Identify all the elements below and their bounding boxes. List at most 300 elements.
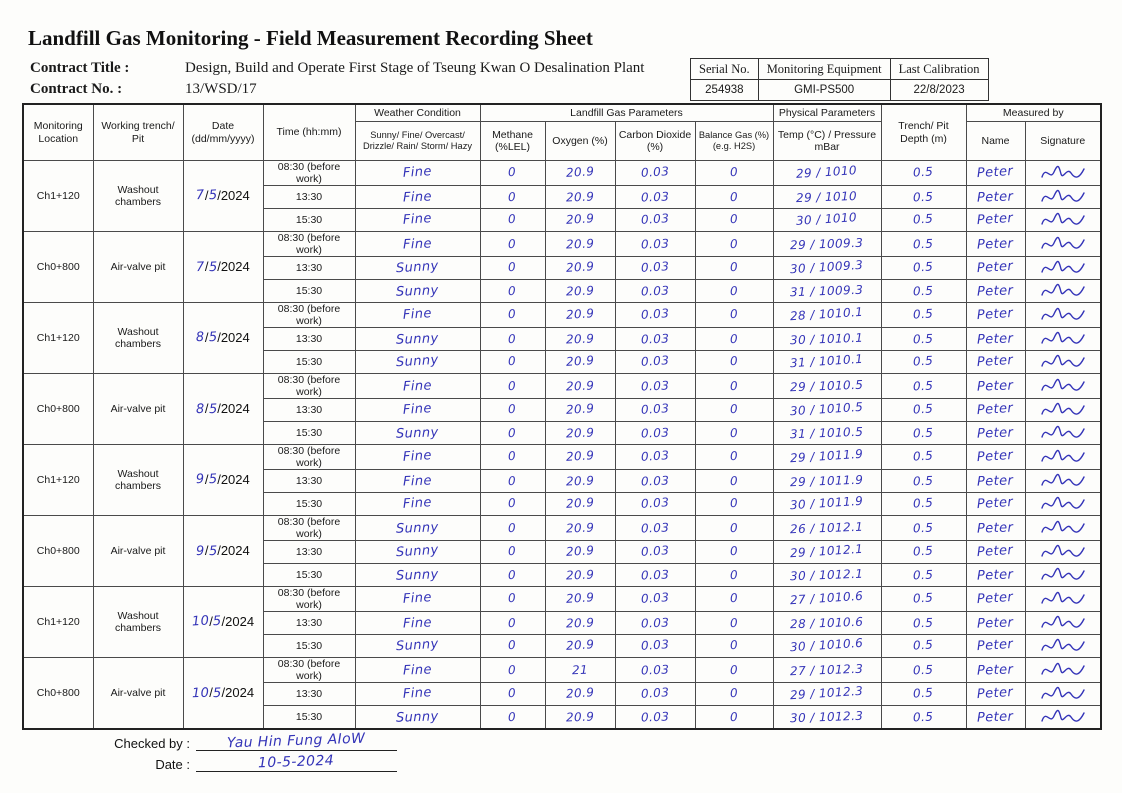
handwritten-value: 30 / 1010 — [796, 210, 858, 228]
handwritten-value: 0 — [508, 709, 517, 725]
cell-time: 08:30 (before work) — [263, 516, 355, 541]
cell-location: Ch0+800 — [23, 374, 93, 445]
cell-time: 13:30 — [263, 612, 355, 635]
handwritten-value: 0.03 — [640, 590, 670, 606]
cell-signature — [1025, 186, 1101, 209]
handwritten-value: 27 / 1012.3 — [790, 661, 864, 679]
cell-weather — [355, 161, 480, 186]
signature-scribble — [1040, 472, 1086, 490]
page-title: Landfill Gas Monitoring - Field Measurement Recording Sheet — [28, 26, 593, 50]
cell-signature — [1025, 587, 1101, 612]
equipment-table — [690, 58, 989, 101]
handwritten-value: 0.5 — [912, 164, 934, 180]
cell-methane — [480, 374, 545, 399]
header-signature: Signature — [1025, 122, 1101, 161]
cell-weather — [355, 374, 480, 399]
cell-signature — [1025, 541, 1101, 564]
handwritten-value: 0.5 — [912, 448, 934, 464]
cell-signature — [1025, 303, 1101, 328]
cell-co2 — [615, 232, 695, 257]
handwritten-value: 0 — [729, 189, 739, 205]
handwritten-value: 9 — [195, 471, 206, 488]
cell-signature — [1025, 351, 1101, 374]
signature-scribble — [1040, 448, 1086, 466]
cell-balance — [695, 658, 773, 683]
handwritten-value: 0 — [508, 283, 517, 299]
cell-depth — [881, 186, 966, 209]
handwritten-value: 20.9 — [565, 378, 595, 394]
cell-co2 — [615, 706, 695, 730]
handwritten-value: 0 — [729, 709, 739, 725]
cell-temp-pressure — [773, 280, 881, 303]
handwritten-value: 0 — [729, 283, 739, 299]
handwritten-value: 0.03 — [640, 495, 670, 511]
cell-name — [966, 399, 1025, 422]
cell-name — [966, 186, 1025, 209]
handwritten-value: 0.5 — [912, 685, 934, 701]
cell-time: 13:30 — [263, 470, 355, 493]
handwritten-value: 20.9 — [565, 709, 595, 725]
signature-scribble — [1040, 330, 1086, 348]
cell-weather — [355, 186, 480, 209]
cell-time: 15:30 — [263, 280, 355, 303]
cell-time: 08:30 (before work) — [263, 232, 355, 257]
handwritten-value: Sunny — [395, 330, 440, 348]
handwritten-value: 0.5 — [913, 378, 934, 394]
signature-scribble — [1040, 377, 1086, 395]
cell-weather — [355, 612, 480, 635]
cell-weather — [355, 564, 480, 587]
cell-date: 8/5/2024 — [183, 303, 263, 374]
cell-time: 08:30 (before work) — [263, 303, 355, 328]
cell-balance — [695, 516, 773, 541]
handwritten-value: 0.5 — [913, 709, 934, 725]
handwritten-value: 20.9 — [565, 520, 595, 536]
cell-trench: Washout chambers — [93, 587, 183, 658]
cell-balance — [695, 161, 773, 186]
cell-weather — [355, 422, 480, 445]
table-row — [23, 232, 1101, 257]
handwritten-value: Peter — [976, 163, 1015, 181]
cell-depth — [881, 706, 966, 730]
handwritten-value: 0 — [507, 211, 517, 227]
handwritten-value: 0 — [508, 331, 517, 347]
cell-name — [966, 587, 1025, 612]
cell-oxygen — [545, 209, 615, 232]
cell-methane — [480, 280, 545, 303]
cell-time: 13:30 — [263, 541, 355, 564]
handwritten-value: 29 / 1010 — [796, 188, 858, 206]
handwritten-value: Peter — [977, 424, 1014, 442]
cell-location: Ch0+800 — [23, 516, 93, 587]
cell-balance — [695, 374, 773, 399]
cell-signature — [1025, 374, 1101, 399]
equipment-header-equipment: Monitoring Equipment — [758, 59, 890, 80]
handwritten-value: 7 — [195, 259, 206, 276]
handwritten-value: 0.5 — [912, 637, 934, 653]
handwritten-value: 9 — [195, 543, 206, 560]
handwritten-value: 20.9 — [565, 615, 595, 631]
cell-balance — [695, 422, 773, 445]
cell-weather — [355, 209, 480, 232]
handwritten-value: 26 / 1012.1 — [790, 519, 864, 537]
handwritten-value: 5 — [208, 471, 218, 488]
handwritten-value: 0 — [507, 543, 517, 559]
cell-time: 08:30 (before work) — [263, 374, 355, 399]
cell-name — [966, 612, 1025, 635]
cell-co2 — [615, 186, 695, 209]
handwritten-value: 30 / 1010.5 — [789, 399, 864, 419]
handwritten-value: 28 / 1010.6 — [790, 614, 864, 632]
signature-scribble — [1040, 495, 1086, 513]
cell-time: 13:30 — [263, 683, 355, 706]
signature-scribble — [1040, 353, 1086, 371]
cell-trench: Air-valve pit — [93, 374, 183, 445]
handwritten-value: 0.5 — [912, 590, 934, 606]
cell-co2 — [615, 658, 695, 683]
handwritten-value: 20.9 — [565, 164, 595, 180]
cell-depth — [881, 658, 966, 683]
header-temp-pressure: Temp (°C) / Pressure mBar — [773, 122, 881, 161]
cell-name — [966, 683, 1025, 706]
handwritten-value: Sunny — [395, 282, 440, 300]
cell-weather — [355, 658, 480, 683]
cell-weather — [355, 470, 480, 493]
cell-temp-pressure — [773, 232, 881, 257]
handwritten-value: 0.5 — [913, 425, 934, 441]
handwritten-value: 0.03 — [640, 425, 670, 441]
cell-depth — [881, 303, 966, 328]
signature-scribble — [1040, 306, 1086, 324]
date-label: Date : — [155, 757, 190, 772]
handwritten-value: 30 / 1011.9 — [789, 493, 864, 513]
handwritten-value: 0.03 — [640, 448, 670, 464]
handwritten-value: 0 — [507, 448, 517, 464]
cell-methane — [480, 516, 545, 541]
cell-trench: Washout chambers — [93, 303, 183, 374]
handwritten-value: 0.03 — [640, 189, 670, 205]
signature-scribble — [1040, 661, 1086, 679]
handwritten-value: 0 — [729, 473, 739, 489]
handwritten-value: 8 — [195, 401, 206, 418]
cell-balance — [695, 587, 773, 612]
cell-co2 — [615, 328, 695, 351]
table-row — [23, 516, 1101, 541]
cell-weather — [355, 445, 480, 470]
signature-scribble — [1040, 590, 1086, 608]
handwritten-value: Sunny — [395, 519, 440, 537]
signature-scribble — [1040, 637, 1086, 655]
handwritten-value: Sunny — [395, 424, 440, 442]
cell-co2 — [615, 303, 695, 328]
cell-oxygen — [545, 232, 615, 257]
cell-balance — [695, 706, 773, 730]
handwritten-value: 20.9 — [565, 331, 595, 347]
handwritten-value: Fine — [402, 684, 433, 702]
handwritten-value: 0 — [507, 637, 517, 653]
handwritten-value: Peter — [977, 708, 1014, 726]
handwritten-value: Sunny — [395, 636, 440, 654]
cell-temp-pressure — [773, 351, 881, 374]
handwritten-value: 20.9 — [565, 211, 595, 227]
cell-name — [966, 303, 1025, 328]
cell-depth — [881, 280, 966, 303]
handwritten-value: 20.9 — [565, 283, 595, 299]
cell-name — [966, 635, 1025, 658]
handwritten-value: Peter — [977, 330, 1014, 348]
checked-by-value: Yau Hin Fung AIoW — [227, 730, 366, 752]
handwritten-value: 0.5 — [912, 306, 934, 322]
cell-methane — [480, 658, 545, 683]
handwritten-value: Peter — [976, 684, 1015, 702]
handwritten-value: 0 — [729, 637, 739, 653]
cell-time: 08:30 (before work) — [263, 658, 355, 683]
handwritten-value: 0.5 — [913, 283, 934, 299]
signature-scribble — [1040, 685, 1086, 703]
header-balance: Balance Gas (%) (e.g. H2S) — [695, 122, 773, 161]
header-monitoring-location: Monitoring Location — [23, 104, 93, 161]
cell-co2 — [615, 209, 695, 232]
contract-no-value: 13/WSD/17 — [185, 81, 257, 97]
handwritten-value: 20.9 — [565, 189, 595, 205]
handwritten-value: Peter — [977, 661, 1014, 679]
equipment-header-serial: Serial No. — [691, 59, 759, 80]
cell-methane — [480, 683, 545, 706]
handwritten-value: 31 / 1009.3 — [790, 282, 864, 300]
cell-oxygen — [545, 399, 615, 422]
handwritten-value: 0.03 — [640, 637, 670, 653]
cell-balance — [695, 257, 773, 280]
cell-signature — [1025, 635, 1101, 658]
handwritten-value: Peter — [976, 636, 1015, 654]
cell-name — [966, 706, 1025, 730]
cell-weather — [355, 351, 480, 374]
cell-balance — [695, 328, 773, 351]
handwritten-value: 29 / 1011.9 — [790, 472, 864, 490]
cell-methane — [480, 422, 545, 445]
cell-name — [966, 280, 1025, 303]
handwritten-value: 0.03 — [640, 567, 670, 583]
handwritten-value: Fine — [402, 661, 433, 679]
equipment-header-calibration: Last Calibration — [890, 59, 988, 80]
handwritten-value: 0 — [507, 259, 517, 275]
signature-scribble — [1040, 211, 1086, 229]
handwritten-value: 0 — [729, 448, 739, 464]
cell-temp-pressure — [773, 186, 881, 209]
header-physical-group: Physical Parameters — [773, 104, 881, 122]
date-line — [196, 754, 397, 772]
handwritten-value: Peter — [977, 472, 1014, 490]
cell-time: 15:30 — [263, 493, 355, 516]
cell-name — [966, 445, 1025, 470]
handwritten-value: 5 — [208, 329, 218, 346]
handwritten-value: Peter — [976, 210, 1015, 228]
cell-co2 — [615, 564, 695, 587]
handwritten-value: 5 — [208, 259, 218, 276]
handwritten-value: 0 — [507, 306, 517, 322]
cell-balance — [695, 209, 773, 232]
header-measured-group: Measured by — [966, 104, 1101, 122]
handwritten-value: Sunny — [395, 542, 440, 560]
handwritten-value: Fine — [402, 163, 433, 181]
cell-co2 — [615, 161, 695, 186]
handwritten-value: 0.5 — [913, 615, 934, 631]
handwritten-value: 5 — [208, 187, 218, 204]
signature-scribble — [1040, 519, 1086, 537]
cell-oxygen — [545, 470, 615, 493]
cell-time: 13:30 — [263, 257, 355, 280]
handwritten-value: 20.9 — [565, 236, 595, 252]
handwritten-value: 0.5 — [912, 543, 934, 559]
signature-scribble — [1040, 188, 1086, 206]
cell-signature — [1025, 493, 1101, 516]
handwritten-value: 0 — [729, 495, 739, 511]
handwritten-value: Fine — [402, 447, 433, 465]
cell-co2 — [615, 470, 695, 493]
handwritten-value: 29 / 1011.9 — [789, 446, 864, 466]
handwritten-value: 20.9 — [565, 473, 595, 489]
cell-date: 9/5/2024 — [183, 516, 263, 587]
cell-name — [966, 328, 1025, 351]
cell-time: 15:30 — [263, 422, 355, 445]
cell-weather — [355, 280, 480, 303]
cell-balance — [695, 280, 773, 303]
handwritten-value: 0 — [729, 378, 739, 394]
cell-weather — [355, 635, 480, 658]
handwritten-value: 0 — [507, 685, 517, 701]
contract-title-value: Design, Build and Operate First Stage of Tseung Kwan O Desalination Plant — [185, 60, 645, 76]
cell-date: 8/5/2024 — [183, 374, 263, 445]
handwritten-value: 0.03 — [640, 164, 670, 180]
cell-time: 13:30 — [263, 328, 355, 351]
cell-weather — [355, 516, 480, 541]
cell-oxygen — [545, 658, 615, 683]
cell-signature — [1025, 658, 1101, 683]
equipment-serial-value: 254938 — [691, 80, 759, 101]
cell-oxygen — [545, 516, 615, 541]
cell-co2 — [615, 374, 695, 399]
handwritten-value: Peter — [977, 614, 1014, 632]
table-row — [23, 374, 1101, 399]
handwritten-value: Fine — [402, 614, 433, 632]
handwritten-value: 29 / 1009.3 — [790, 235, 864, 253]
cell-date: 9/5/2024 — [183, 445, 263, 516]
handwritten-value: 0.03 — [640, 685, 670, 701]
handwritten-value: 0 — [507, 495, 517, 511]
cell-time: 13:30 — [263, 399, 355, 422]
cell-temp-pressure — [773, 374, 881, 399]
cell-temp-pressure — [773, 257, 881, 280]
handwritten-value: Peter — [977, 377, 1014, 395]
cell-co2 — [615, 587, 695, 612]
handwritten-value: 0 — [508, 615, 517, 631]
handwritten-value: 0.03 — [640, 709, 670, 725]
handwritten-value: 0 — [507, 590, 517, 606]
cell-methane — [480, 541, 545, 564]
handwritten-value: Peter — [976, 447, 1015, 465]
cell-signature — [1025, 470, 1101, 493]
header-weather-group: Weather Condition — [355, 104, 480, 122]
signature-scribble — [1040, 282, 1086, 300]
cell-trench: Air-valve pit — [93, 658, 183, 730]
handwritten-value: 0 — [729, 590, 739, 606]
cell-depth — [881, 612, 966, 635]
handwritten-value: 30 / 1012.1 — [790, 566, 864, 584]
cell-oxygen — [545, 161, 615, 186]
cell-date: 10/5/2024 — [183, 658, 263, 730]
handwritten-value: 0.5 — [912, 353, 934, 369]
signature-scribble — [1040, 235, 1086, 253]
handwritten-value: 31 / 1010.1 — [789, 351, 864, 371]
cell-balance — [695, 493, 773, 516]
handwritten-value: 0 — [508, 425, 517, 441]
handwritten-value: Fine — [402, 472, 433, 490]
header-gas-group: Landfill Gas Parameters — [480, 104, 773, 122]
cell-time: 15:30 — [263, 351, 355, 374]
handwritten-value: 7 — [195, 187, 206, 204]
handwritten-value: Peter — [977, 235, 1014, 253]
handwritten-value: 8 — [195, 329, 206, 346]
cell-trench: Air-valve pit — [93, 232, 183, 303]
cell-depth — [881, 328, 966, 351]
handwritten-value: 0.03 — [640, 353, 670, 369]
cell-weather — [355, 232, 480, 257]
handwritten-value: 20.9 — [565, 448, 595, 464]
cell-signature — [1025, 399, 1101, 422]
cell-co2 — [615, 422, 695, 445]
cell-depth — [881, 374, 966, 399]
handwritten-value: 0.5 — [913, 520, 934, 536]
handwritten-value: 0.5 — [913, 236, 934, 252]
contract-no-label: Contract No. : — [30, 81, 123, 97]
handwritten-value: 29 / 1012.3 — [789, 683, 864, 703]
handwritten-value: 0.5 — [912, 211, 934, 227]
table-row — [23, 161, 1101, 186]
handwritten-value: Sunny — [395, 566, 440, 584]
table-row — [23, 587, 1101, 612]
cell-trench: Washout chambers — [93, 161, 183, 232]
cell-temp-pressure — [773, 612, 881, 635]
cell-oxygen — [545, 564, 615, 587]
cell-oxygen — [545, 706, 615, 730]
header-name: Name — [966, 122, 1025, 161]
handwritten-value: 5 — [212, 685, 222, 702]
cell-date: 7/5/2024 — [183, 161, 263, 232]
handwritten-value: Peter — [976, 494, 1015, 512]
handwritten-value: 5 — [208, 543, 218, 560]
cell-co2 — [615, 280, 695, 303]
cell-weather — [355, 257, 480, 280]
cell-oxygen — [545, 328, 615, 351]
footer-block — [100, 730, 397, 775]
cell-name — [966, 351, 1025, 374]
handwritten-value: Peter — [976, 352, 1015, 370]
header-oxygen: Oxygen (%) — [545, 122, 615, 161]
cell-temp-pressure — [773, 516, 881, 541]
cell-weather — [355, 541, 480, 564]
header-co2: Carbon Dioxide (%) — [615, 122, 695, 161]
cell-signature — [1025, 445, 1101, 470]
cell-name — [966, 257, 1025, 280]
handwritten-value: 0.03 — [640, 331, 670, 347]
handwritten-value: 10 — [191, 685, 210, 702]
handwritten-value: 20.9 — [565, 401, 595, 417]
cell-time: 15:30 — [263, 706, 355, 730]
handwritten-value: 20.9 — [565, 590, 595, 606]
cell-name — [966, 422, 1025, 445]
cell-oxygen — [545, 280, 615, 303]
cell-location: Ch1+120 — [23, 161, 93, 232]
